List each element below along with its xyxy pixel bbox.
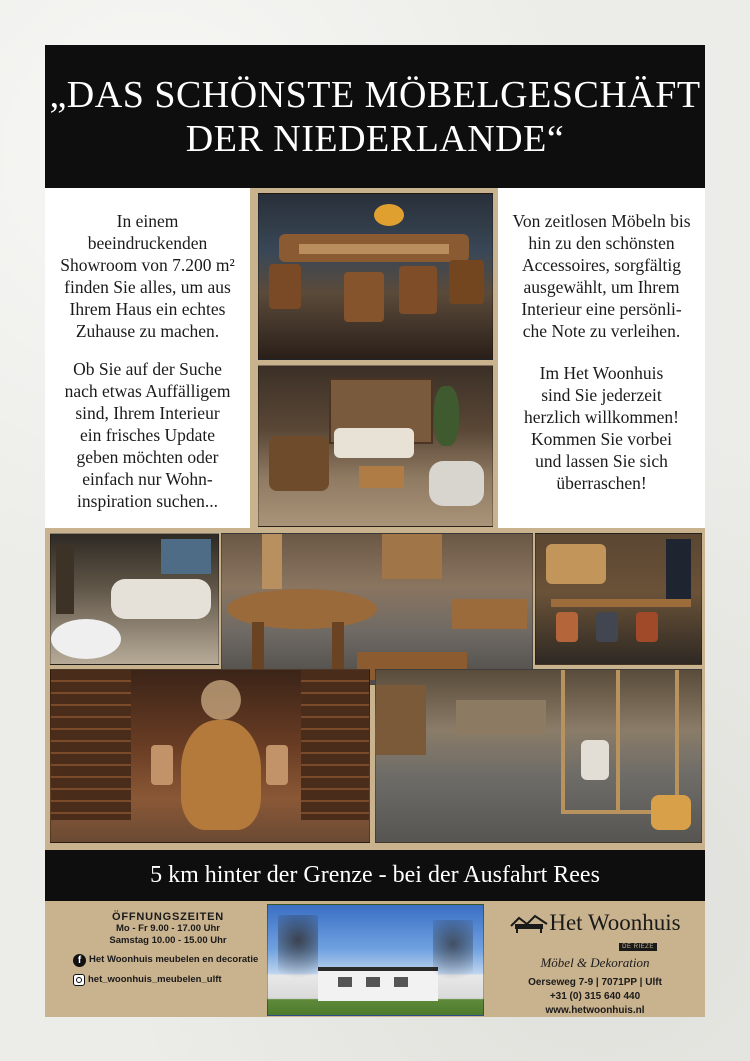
text-line: Im Het Woonhuis bbox=[539, 363, 664, 383]
text-line: nach etwas Auffälligem bbox=[64, 381, 231, 401]
opening-hours-title: ÖFFNUNGSZEITEN bbox=[111, 911, 225, 923]
text-line: sind Sie jederzeit bbox=[541, 385, 662, 405]
instagram-icon bbox=[73, 974, 85, 986]
headline-line-2: DER NIEDERLANDE“ bbox=[185, 117, 565, 160]
text-line: Ihrem Haus ein echtes bbox=[69, 299, 226, 319]
hours-saturday: Samstag 10.00 - 15.00 Uhr bbox=[109, 935, 227, 946]
text-line: herzlich willkommen! bbox=[523, 407, 680, 427]
brand-subtitle: Möbel & Dekoration bbox=[540, 955, 650, 970]
opening-hours bbox=[73, 911, 263, 986]
brand-name: Het Woonhuis bbox=[549, 910, 681, 935]
text-line: ein frisches Update bbox=[79, 425, 216, 445]
advertisement bbox=[45, 45, 705, 1017]
text-line: ausgewählt, um Ihrem bbox=[523, 277, 680, 297]
instagram-handle: het_woonhuis_meubelen_ulft bbox=[88, 974, 222, 985]
facebook-handle: Het Woonhuis meubelen en decoratie bbox=[89, 954, 259, 965]
hours-weekdays: Mo - Fr 9.00 - 17.00 Uhr bbox=[115, 923, 220, 934]
text-line: Accessoires, sorgfältig bbox=[521, 255, 682, 275]
text-line: Interieur eine persönli- bbox=[521, 299, 682, 319]
location-banner: 5 km hinter der Grenze - bei der Ausfahrt Rees bbox=[45, 850, 705, 901]
footer bbox=[45, 901, 705, 1017]
text-line: Von zeitlosen Möbeln bis bbox=[512, 211, 691, 231]
text-line: Kommen Sie vorbei bbox=[531, 429, 672, 449]
text-line: sind, Ihrem Interieur bbox=[75, 403, 220, 423]
photo-lounge bbox=[50, 533, 219, 665]
photo-wood-tables bbox=[221, 533, 533, 685]
photo-library-table bbox=[50, 669, 370, 843]
facebook-link[interactable] bbox=[73, 954, 263, 967]
text-line: und lassen Sie sich bbox=[535, 451, 668, 471]
brand-address: Oerseweg 7-9 | 7071PP | Ulft bbox=[528, 977, 662, 988]
brand-website[interactable]: www.hetwoonhuis.nl bbox=[545, 1005, 645, 1016]
intro-text-right bbox=[498, 188, 705, 528]
text-line: che Note zu verleihen. bbox=[522, 321, 681, 341]
text-line: Zuhause zu machen. bbox=[75, 321, 220, 341]
brand-phone[interactable]: +31 (0) 315 640 440 bbox=[549, 991, 641, 1002]
text-line: hin zu den schönsten bbox=[528, 233, 675, 253]
brand-block bbox=[495, 911, 695, 1018]
text-line: In einem bbox=[116, 211, 179, 231]
text-line: Showroom von 7.200 m² bbox=[60, 255, 235, 275]
headline-block bbox=[45, 45, 705, 188]
photo-showroom-hall bbox=[375, 669, 702, 843]
text-line: einfach nur Wohn- bbox=[82, 469, 213, 489]
text-line: geben möchten oder bbox=[76, 447, 219, 467]
text-line: finden Sie alles, um aus bbox=[64, 277, 231, 297]
furniture-logo-icon bbox=[509, 912, 549, 934]
text-line: inspiration suchen... bbox=[77, 491, 218, 511]
text-line: überraschen! bbox=[556, 473, 647, 493]
photo-living-room bbox=[258, 365, 493, 527]
brand-tag: DE RIEZE bbox=[619, 943, 657, 951]
headline-line-1: „DAS SCHÖNSTE MÖBELGESCHÄFT bbox=[49, 73, 701, 116]
instagram-link[interactable] bbox=[73, 974, 263, 986]
text-line: beeindruckenden bbox=[87, 233, 208, 253]
photo-bar-stools bbox=[535, 533, 702, 665]
text-line: Ob Sie auf der Suche bbox=[73, 359, 222, 379]
photo-dining-bar bbox=[258, 193, 493, 360]
facebook-icon: f bbox=[73, 954, 86, 967]
intro-text-left bbox=[45, 188, 250, 528]
photo-store-exterior bbox=[267, 904, 484, 1016]
